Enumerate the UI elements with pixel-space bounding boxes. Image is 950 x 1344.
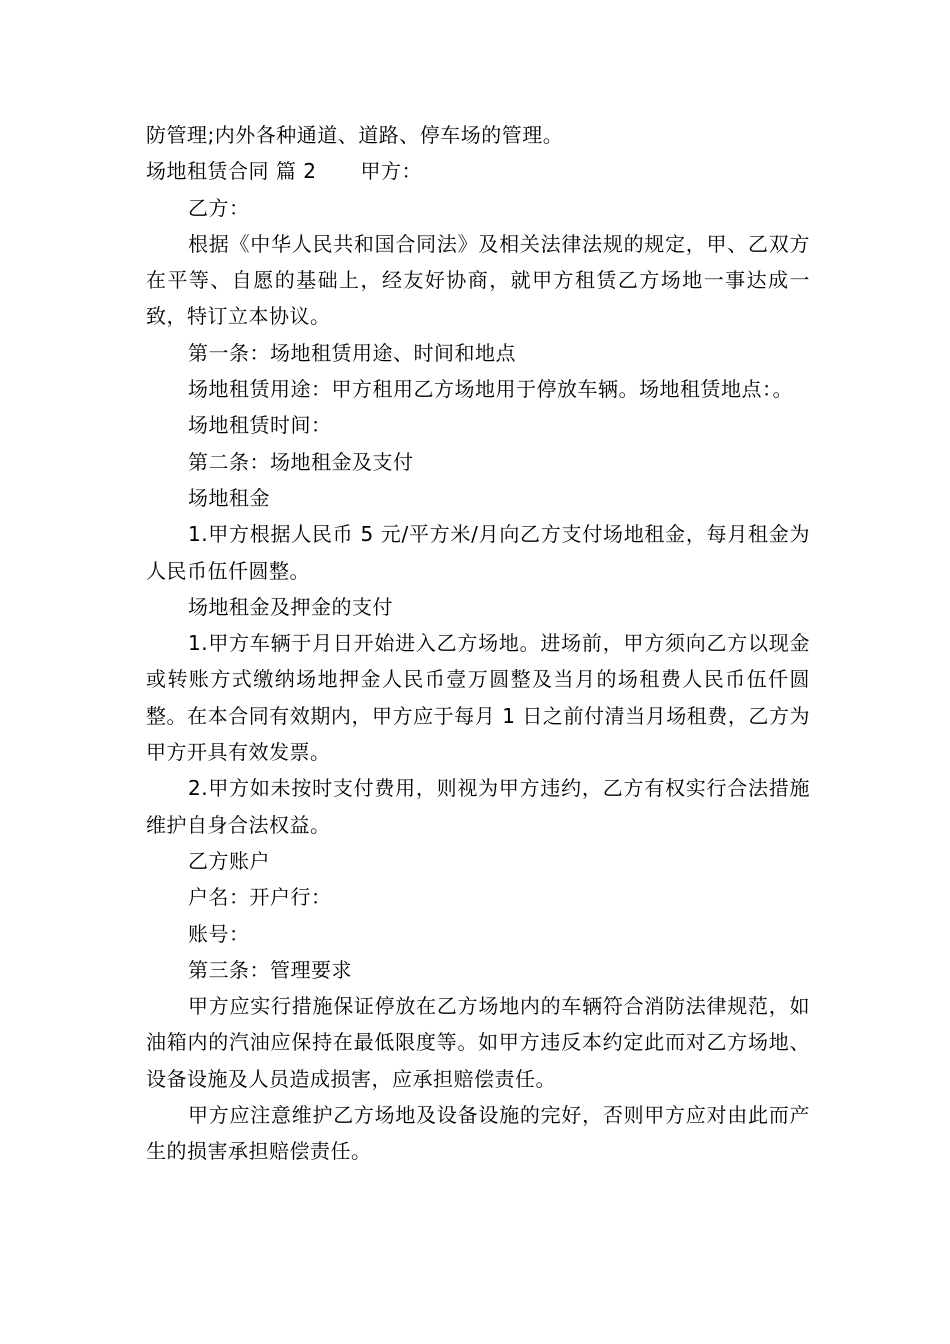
paragraph-rent-amount: 1.甲方根据人民币 5 元/平方米/月向乙方支付场地租金，每月租金为人民币伍仟圆整。 <box>146 522 810 583</box>
subheading-rent: 场地租金 <box>188 485 270 510</box>
document-body <box>146 117 810 1170</box>
paragraph-fire-management: 防管理;内外各种通道、道路、停车场的管理。 <box>146 123 564 147</box>
paragraph-maintenance: 甲方应注意维护乙方场地及设备设施的完好，否则甲方应对由此而产生的损害承担赔偿责任。 <box>146 1103 810 1164</box>
paragraph-preamble: 根据《中华人民共和国合同法》及相关法律法规的规定，甲、乙双方在平等、自愿的基础上，经友好协商，就甲方租赁乙方场地一事达成一致，特订立本协议。 <box>146 231 810 329</box>
account-name-bank: 户名：开户行： <box>188 885 332 910</box>
article-three-heading: 第三条：管理要求 <box>188 957 352 982</box>
account-number: 账号： <box>188 921 250 946</box>
contract-heading <box>146 153 810 189</box>
paragraph-deposit-terms: 1.甲方车辆于月日开始进入乙方场地。进场前，甲方须向乙方以现金或转账方式缴纳场地押金人民币壹万圆整及当月的场租费人民币伍仟圆整。在本合同有效期内，甲方应于每月 1 日之前付清当月场租费，乙方为甲方开具有效发票。 <box>146 631 810 765</box>
paragraph-fire-safety: 甲方应实行措施保证停放在乙方场地内的车辆符合消防法律规范，如油箱内的汽油应保持在最低限度等。如甲方违反本约定此而对乙方场地、设备设施及人员造成损害，应承担赔偿责任。 <box>146 994 810 1091</box>
paragraph-late-payment: 2.甲方如未按时支付费用，则视为甲方违约，乙方有权实行合法措施维护自身合法权益。 <box>146 776 810 837</box>
paragraph-lease-time: 场地租赁时间： <box>188 413 332 438</box>
article-two-heading: 第二条：场地租金及支付 <box>188 449 414 474</box>
subheading-party-b-account: 乙方账户 <box>188 848 270 873</box>
party-a-label: 甲方： <box>360 159 422 184</box>
subheading-rent-deposit-payment: 场地租金及押金的支付 <box>188 594 393 619</box>
article-one-heading: 第一条：场地租赁用途、时间和地点 <box>188 340 516 365</box>
contract-title: 场地租赁合同 篇 2 <box>146 159 317 184</box>
party-b-label: 乙方： <box>188 195 250 220</box>
paragraph-lease-purpose: 场地租赁用途：甲方租用乙方场地用于停放车辆。场地租赁地点：。 <box>188 377 793 402</box>
